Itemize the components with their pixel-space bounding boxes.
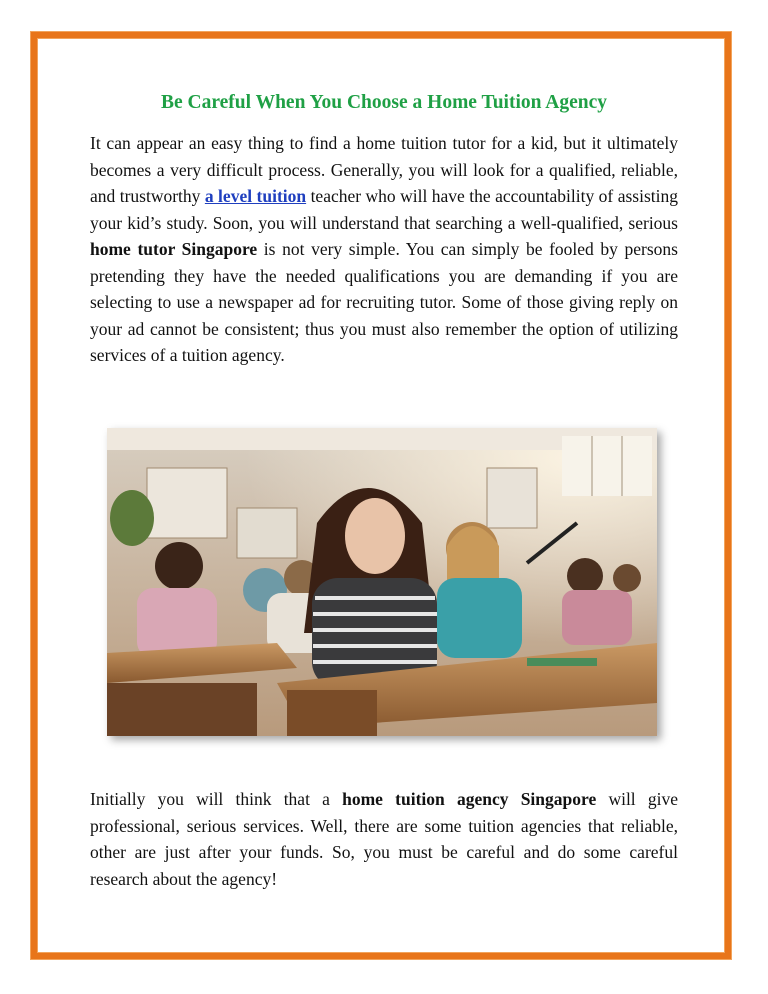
intro-text-1: It can appear an easy thing to find a home tuition tutor for a kid, but it ultimately becomes a very difficult process. Generally, you will look for a qualified, reliable, and trustworthy <box>90 133 678 206</box>
home-tutor-keyword: home tutor Singapore <box>90 239 258 259</box>
intro-paragraph <box>90 130 678 369</box>
intro-text-2: teacher who will have the accountability of assisting your kid’s study. Soon, you will understand that searching a well-qualified, serious <box>90 186 678 233</box>
agency-paragraph <box>90 786 678 892</box>
agency-text-1: Initially you will think that a <box>90 789 343 809</box>
a-level-tuition-link[interactable]: a level tuition <box>204 186 307 206</box>
page-title: Be Careful When You Choose a Home Tuition Agency <box>160 92 608 113</box>
agency-text-2: will give professional, serious services. Well, there are some tuition agencies that reliable, other are just after your funds. So, you must be careful and do some careful research about the agency! <box>90 789 679 889</box>
agency-keyword: home tuition agency Singapore <box>342 789 597 809</box>
intro-text-3: is not very simple. You can simply be fooled by persons pretending they have the needed qualifications you are demanding if you are selecting to use a newspaper ad for recruiting tutor. Some of those giving reply on your ad cannot be consistent; thus you must also remember the option of utilizing services of a tuition agency. <box>90 239 678 365</box>
classroom-photo <box>107 428 657 736</box>
